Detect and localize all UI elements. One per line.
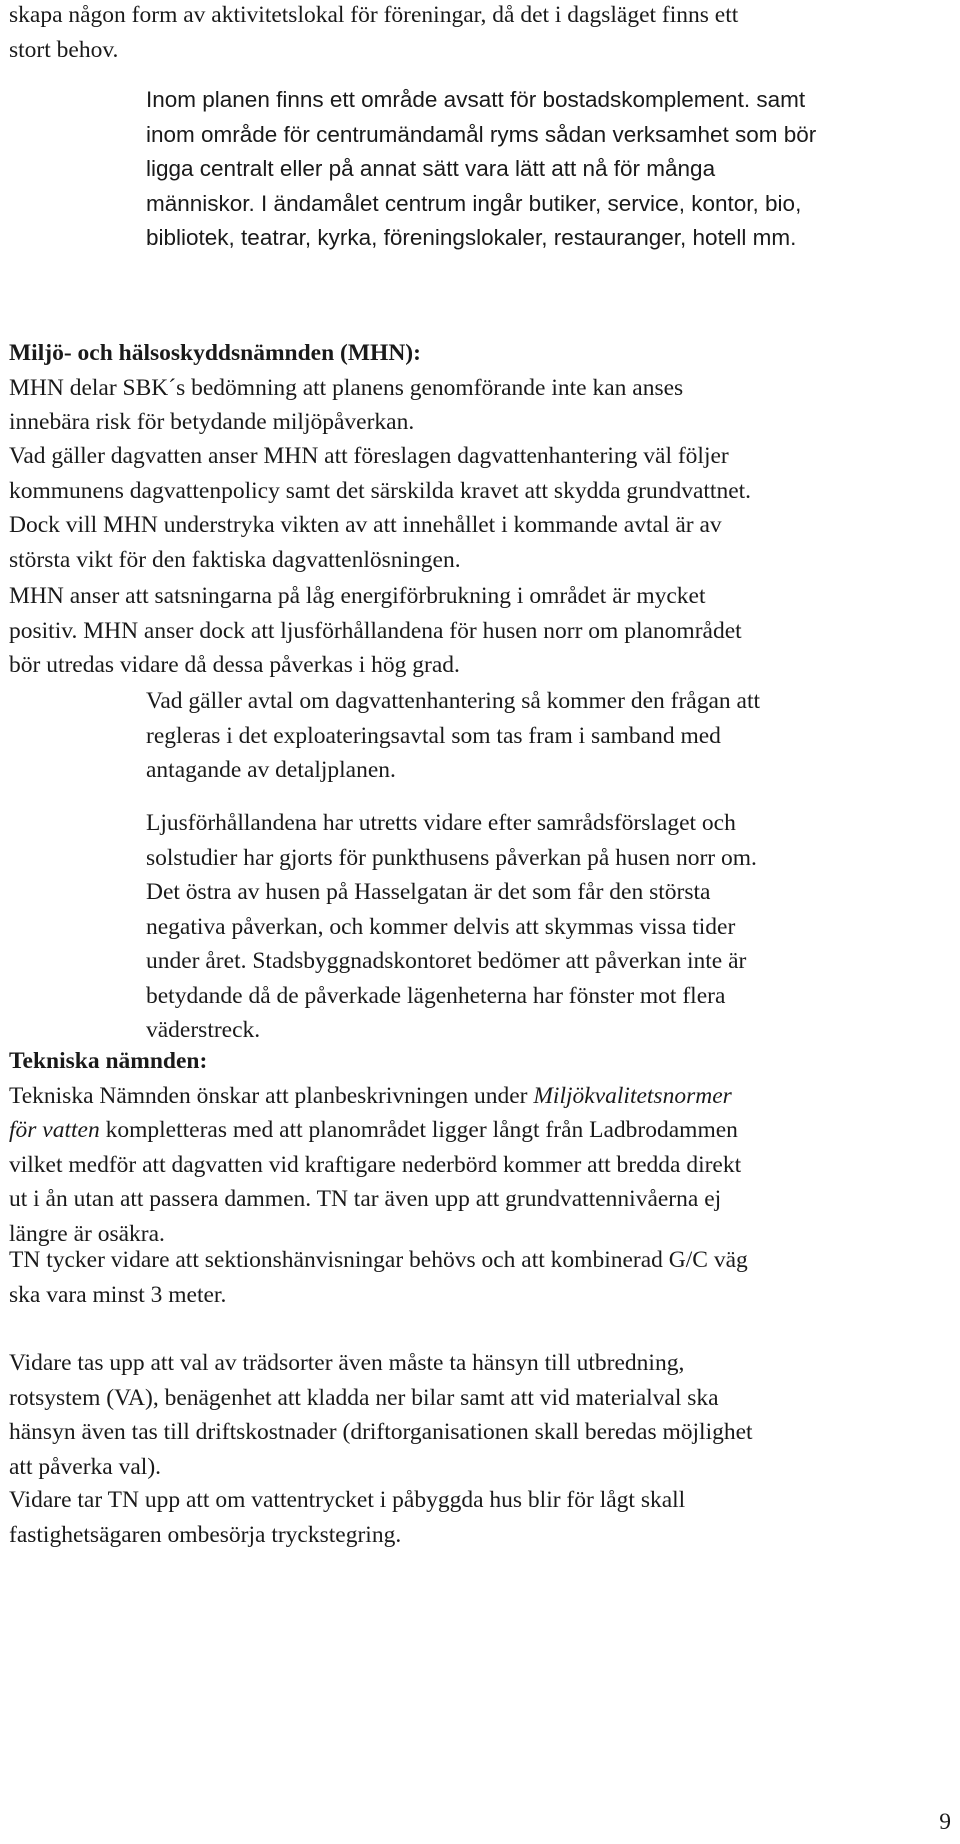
- response-paragraph-agreement: [146, 684, 760, 788]
- tn-paragraph-pressure: [9, 1483, 685, 1552]
- italic-term: för vatten: [9, 1117, 100, 1143]
- intro-paragraph: [9, 0, 738, 67]
- text-line: solstudier har gjorts för punkthusens påverkan på husen norr om.: [146, 844, 757, 871]
- text-line: rotsystem (VA), benägenhet att kladda ner bilar samt att vid materialval ska: [9, 1384, 719, 1411]
- text-line: bibliotek, teatrar, kyrka, föreningslokaler, restauranger, hotell mm.: [146, 225, 797, 250]
- text-line: väderstreck.: [146, 1017, 261, 1043]
- tn-section: [9, 1044, 741, 1251]
- text-line: Vad gäller dagvatten anser MHN att föreslagen dagvattenhantering väl följer: [9, 443, 729, 469]
- text-line: ska vara minst 3 meter.: [9, 1281, 227, 1308]
- text-line: vilket medför att dagvatten vid kraftigare nederbörd kommer att bredda direkt: [9, 1151, 742, 1178]
- text-line: största vikt för den faktiska dagvattenlösningen.: [9, 546, 461, 573]
- text-line: kommunens dagvattenpolicy samt det särskilda kravet att skydda grundvattnet.: [9, 477, 752, 504]
- text-line: Vidare tas upp att val av trädsorter även måste ta hänsyn till utbredning,: [9, 1350, 685, 1376]
- response-paragraph-light: [146, 806, 757, 1048]
- text-line: Inom planen finns ett område avsatt för bostadskomplement. samt: [146, 87, 806, 112]
- text-line: Dock vill MHN understryka vikten av att innehållet i kommande avtal är av: [9, 512, 722, 538]
- text-line: inom område för centrumändamål ryms sådan verksamhet som bör: [146, 121, 817, 147]
- text-line: betydande då de påverkade lägenheterna har fönster mot flera: [146, 982, 726, 1009]
- text-line: negativa påverkan, och kommer delvis att skymmas vissa tider: [146, 913, 736, 940]
- text-line: människor. I ändamålet centrum ingår butiker, service, kontor, bio,: [146, 190, 802, 216]
- tn-paragraph-sections: [9, 1243, 748, 1312]
- text-line: antagande av detaljplanen.: [146, 757, 396, 783]
- text-line: skapa någon form av aktivitetslokal för föreningar, då det i dagsläget finns ett: [9, 2, 739, 28]
- text-run: kompletteras med att planområdet ligger långt från Ladbrodammen: [99, 1117, 738, 1143]
- text-line: längre är osäkra.: [9, 1220, 165, 1247]
- mhn-section: [9, 336, 683, 440]
- text-line: TN tycker vidare att sektionshänvisningar behövs och att kombinerad G/C väg: [9, 1247, 748, 1273]
- page-number: 9: [939, 1809, 951, 1835]
- text-line: ut i ån utan att passera dammen. TN tar även upp att grundvattennivåerna ej: [9, 1186, 722, 1212]
- text-line: Det östra av husen på Hasselgatan är det som får den största: [146, 879, 711, 905]
- text-line: att påverka val).: [9, 1453, 162, 1480]
- text-line: Ljusförhållandena har utretts vidare efter samrådsförslaget och: [146, 810, 736, 836]
- text-run: Tekniska Nämnden önskar att planbeskrivningen under: [9, 1082, 534, 1109]
- text-line: innebära risk för betydande miljöpåverkan.: [9, 409, 415, 435]
- text-line: [9, 1113, 741, 1148]
- text-line: under året. Stadsbyggnadskontoret bedömer att påverkan inte är: [146, 948, 747, 974]
- text-line: [9, 1079, 741, 1114]
- planning-response-paragraph: [146, 83, 816, 256]
- mhn-paragraph-energy: [9, 579, 742, 683]
- text-line: fastighetsägaren ombesörja tryckstegring.: [9, 1521, 402, 1548]
- text-line: hänsyn även tas till driftskostnader (driftorganisationen skall beredas möjlighet: [9, 1419, 753, 1445]
- tn-paragraph-trees: [9, 1346, 753, 1484]
- mhn-paragraph-stormwater: [9, 439, 751, 577]
- text-line: positiv. MHN anser dock att ljusförhållandena för husen norr om planområdet: [9, 617, 742, 644]
- text-line: Vad gäller avtal om dagvattenhantering så kommer den frågan att: [146, 688, 761, 714]
- text-line: bör utredas vidare då dessa påverkas i hög grad.: [9, 652, 460, 678]
- text-line: MHN delar SBK´s bedömning att planens genomförande inte kan anses: [9, 374, 684, 401]
- text-line: ligga centralt eller på annat sätt vara lätt att nå för många: [146, 156, 716, 181]
- text-line: regleras i det exploateringsavtal som tas fram i samband med: [146, 722, 721, 749]
- section-heading-mhn: Miljö- och hälsoskyddsnämnden (MHN):: [9, 340, 421, 366]
- italic-term: Miljökvalitetsnormer: [533, 1082, 732, 1109]
- section-heading-tn: Tekniska nämnden:: [9, 1048, 208, 1074]
- text-line: Vidare tar TN upp att om vattentrycket i påbyggda hus blir för lågt skall: [9, 1487, 686, 1513]
- text-line: stort behov.: [9, 36, 119, 63]
- text-line: MHN anser att satsningarna på låg energiförbrukning i området är mycket: [9, 583, 706, 609]
